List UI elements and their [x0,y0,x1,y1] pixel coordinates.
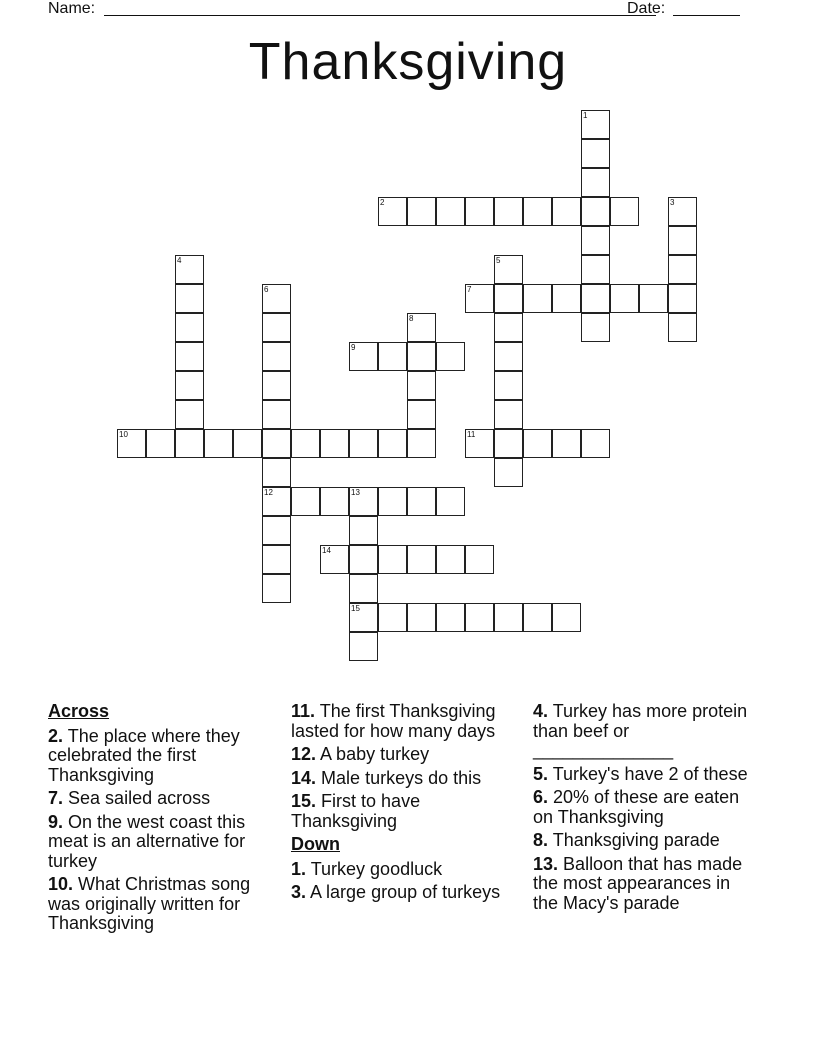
grid-cell[interactable] [262,516,291,545]
grid-cell[interactable] [262,545,291,574]
grid-cell[interactable] [581,197,610,226]
grid-cell[interactable] [407,429,436,458]
clue-number: 9. [48,811,64,832]
grid-cell[interactable] [407,400,436,429]
clue-text: Sea sailed across [68,788,211,808]
cell-number: 6 [264,285,269,294]
grid-cell[interactable] [494,342,523,371]
grid-cell[interactable] [494,284,523,313]
down-heading: Down [291,834,340,854]
clue-number: 7. [48,788,64,808]
grid-cell[interactable] [494,603,523,632]
grid-cell[interactable] [378,342,407,371]
grid-cell[interactable] [581,110,610,139]
grid-cell[interactable] [175,429,204,458]
across-heading: Across [48,701,110,721]
clue-text: Turkey's have 2 of these [552,763,748,784]
cell-number: 5 [496,256,501,265]
grid-cell[interactable] [465,429,494,458]
grid-cell[interactable] [378,487,407,516]
clue-number: 6. [533,787,549,807]
clue-text: What Christmas song was originally written for Thanksgiving [48,874,251,933]
clue-number: 15. [291,791,317,811]
grid-cell[interactable] [175,371,204,400]
clue-down-3 [291,883,513,903]
clue-number: 2. [48,725,64,746]
date-field[interactable] [673,15,740,16]
grid-cell[interactable] [262,429,291,458]
grid-cell[interactable] [436,545,465,574]
grid-cell[interactable] [494,458,523,487]
grid-cell[interactable] [552,284,581,313]
clue-across-11 [291,702,513,741]
grid-cell[interactable] [349,574,378,603]
grid-cell[interactable] [552,429,581,458]
grid-cell[interactable] [581,284,610,313]
grid-cell[interactable] [349,603,378,632]
clue-across-10 [48,875,284,934]
clue-across-14 [291,769,513,789]
grid-cell[interactable] [523,197,552,226]
cell-number: 11 [467,430,476,439]
clue-column-1 [48,702,284,938]
cell-number: 3 [670,198,675,207]
grid-cell[interactable] [262,487,291,516]
grid-cell[interactable] [378,545,407,574]
clue-column-3 [533,702,755,917]
grid-cell[interactable] [668,197,697,226]
grid-cell[interactable] [320,429,349,458]
clue-number: 12. [291,744,317,764]
grid-cell[interactable] [320,545,349,574]
cell-number: 2 [380,198,385,207]
grid-cell[interactable] [436,197,465,226]
grid-cell[interactable] [175,255,204,284]
grid-cell[interactable] [407,371,436,400]
grid-cell[interactable] [436,342,465,371]
grid-cell[interactable] [581,429,610,458]
name-field[interactable] [104,15,656,16]
clue-number: 10. [48,874,74,894]
cell-number: 7 [467,285,472,294]
grid-cell[interactable] [378,197,407,226]
grid-cell[interactable] [349,429,378,458]
clue-text: Balloon that has made the most appearances in the Macy's parade [533,853,743,913]
grid-cell[interactable] [494,371,523,400]
clue-text: Thanksgiving parade [552,830,720,850]
grid-cell[interactable] [117,429,146,458]
date-label: Date: [627,0,666,17]
grid-cell[interactable] [668,284,697,313]
grid-cell[interactable] [581,313,610,342]
grid-cell[interactable] [349,342,378,371]
clue-number: 8. [533,830,549,850]
grid-cell[interactable] [407,197,436,226]
grid-cell[interactable] [465,197,494,226]
grid-cell[interactable] [668,226,697,255]
cell-number: 10 [119,430,128,439]
grid-cell[interactable] [407,545,436,574]
grid-cell[interactable] [378,429,407,458]
grid-cell[interactable] [291,487,320,516]
cell-number: 12 [264,488,273,497]
clue-text: A large group of turkeys [310,882,501,902]
grid-cell[interactable] [668,313,697,342]
clue-number: 5. [533,763,549,784]
grid-cell[interactable] [291,429,320,458]
grid-cell[interactable] [610,284,639,313]
cell-number: 1 [583,111,588,120]
grid-cell[interactable] [320,487,349,516]
header [48,0,748,20]
clue-number: 4. [533,701,549,721]
grid-cell[interactable] [349,487,378,516]
clue-number: 3. [291,882,307,902]
grid-cell[interactable] [262,284,291,313]
grid-cell[interactable] [407,342,436,371]
clue-number: 14. [291,767,317,788]
grid-cell[interactable] [175,342,204,371]
cell-number: 13 [351,488,360,497]
cell-number: 4 [177,256,182,265]
grid-cell[interactable] [494,400,523,429]
clue-down-4 [533,702,755,761]
grid-cell[interactable] [349,516,378,545]
cell-number: 9 [351,343,356,352]
clue-number: 1. [291,858,307,879]
grid-cell[interactable] [494,313,523,342]
clue-text: A baby turkey [320,744,430,764]
grid-cell[interactable] [262,400,291,429]
grid-cell[interactable] [262,342,291,371]
grid-cell[interactable] [262,371,291,400]
grid-cell[interactable] [378,603,407,632]
grid-cell[interactable] [494,197,523,226]
clue-text: The first Thanksgiving lasted for how many days [291,701,496,741]
grid-cell[interactable] [581,168,610,197]
grid-cell[interactable] [146,429,175,458]
clue-across-2 [48,727,284,786]
grid-cell[interactable] [523,429,552,458]
grid-cell[interactable] [639,284,668,313]
clue-text: On the west coast this meat is an alternative for turkey [48,811,246,871]
grid-cell[interactable] [349,545,378,574]
grid-cell[interactable] [668,255,697,284]
clue-text: Turkey has more protein than beef or ______________ [533,701,748,760]
grid-cell[interactable] [436,487,465,516]
grid-cell[interactable] [262,313,291,342]
grid-cell[interactable] [175,284,204,313]
grid-cell[interactable] [552,197,581,226]
cell-number: 14 [322,546,331,555]
clue-down-5 [533,765,755,785]
grid-cell[interactable] [175,400,204,429]
cell-number: 8 [409,314,414,323]
grid-cell[interactable] [349,632,378,661]
clue-across-9 [48,813,284,872]
grid-cell[interactable] [436,603,465,632]
grid-cell[interactable] [523,603,552,632]
clue-column-2 [291,702,513,907]
grid-cell[interactable] [233,429,262,458]
clue-text: Turkey goodluck [310,858,443,879]
grid-cell[interactable] [581,139,610,168]
grid-cell[interactable] [494,429,523,458]
grid-cell[interactable] [465,284,494,313]
grid-cell[interactable] [407,603,436,632]
clue-number: 13. [533,853,559,874]
grid-cell[interactable] [262,574,291,603]
clue-text: Male turkeys do this [321,767,482,788]
clue-text: First to have Thanksgiving [291,791,421,831]
grid-cell[interactable] [465,545,494,574]
clue-number: 11. [291,701,316,721]
grid-cell[interactable] [407,313,436,342]
grid-cell[interactable] [552,603,581,632]
grid-cell[interactable] [204,429,233,458]
clue-text: The place where they celebrated the first Thanksgiving [48,725,240,785]
clue-across-15 [291,792,513,831]
grid-cell[interactable] [581,255,610,284]
clue-down-13 [533,855,755,914]
clue-down-6 [533,788,755,827]
clue-down-1 [291,860,513,880]
grid-cell[interactable] [610,197,639,226]
clue-across-12 [291,745,513,765]
clue-across-7 [48,789,284,809]
name-label: Name: [48,0,96,17]
cell-number: 15 [351,604,360,613]
grid-cell[interactable] [523,284,552,313]
grid-cell[interactable] [175,313,204,342]
grid-cell[interactable] [581,226,610,255]
grid-cell[interactable] [407,487,436,516]
clue-down-8 [533,831,755,851]
grid-cell[interactable] [262,458,291,487]
grid-cell[interactable] [494,255,523,284]
clue-text: 20% of these are eaten on Thanksgiving [533,787,740,827]
page-title: Thanksgiving [248,33,568,91]
grid-cell[interactable] [465,603,494,632]
